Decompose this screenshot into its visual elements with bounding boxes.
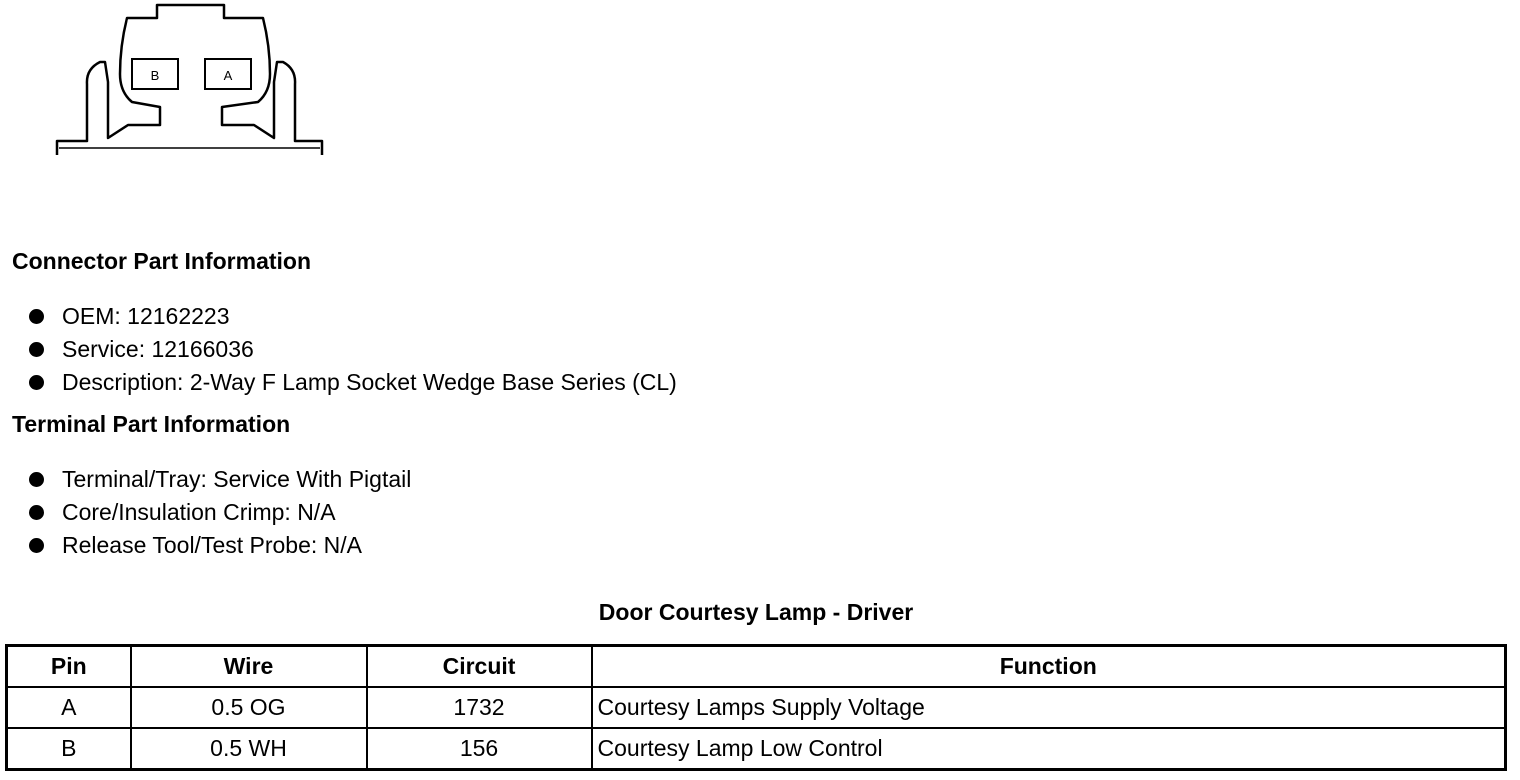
function-cell: Courtesy Lamps Supply Voltage — [592, 687, 1506, 728]
header-circuit: Circuit — [367, 646, 592, 688]
table-row — [7, 687, 1506, 728]
list-item — [28, 529, 411, 562]
connector-face-diagram — [0, 0, 340, 170]
bullet-icon — [29, 505, 44, 520]
oem-part-number: OEM: 12162223 — [62, 303, 230, 329]
connector-info-heading: Connector Part Information — [12, 248, 312, 274]
cavity-a-label: A — [223, 68, 233, 83]
list-item — [28, 463, 411, 496]
bullet-icon — [29, 538, 44, 553]
pin-cell: A — [7, 687, 131, 728]
connector-description: Description: 2-Way F Lamp Socket Wedge Base Series (CL) — [62, 369, 677, 395]
terminal-info-heading: Terminal Part Information — [12, 411, 291, 437]
header-wire: Wire — [131, 646, 367, 688]
terminal-tray-info: Terminal/Tray: Service With Pigtail — [62, 466, 412, 492]
table-row — [7, 728, 1506, 770]
header-function: Function — [592, 646, 1506, 688]
terminal-info-list — [28, 463, 411, 562]
pin-cell: B — [7, 728, 131, 770]
list-item — [28, 333, 677, 366]
list-item — [28, 366, 677, 399]
connector-info-list — [28, 300, 677, 399]
table-header-row — [7, 646, 1506, 688]
pin-table — [5, 644, 1507, 771]
header-pin: Pin — [7, 646, 131, 688]
bullet-icon — [29, 472, 44, 487]
service-part-number: Service: 12166036 — [62, 336, 254, 362]
wire-cell: 0.5 WH — [131, 728, 367, 770]
circuit-cell: 156 — [367, 728, 592, 770]
circuit-cell: 1732 — [367, 687, 592, 728]
function-cell: Courtesy Lamp Low Control — [592, 728, 1506, 770]
list-item — [28, 496, 411, 529]
wire-cell: 0.5 OG — [131, 687, 367, 728]
connector-housing-outline — [57, 5, 322, 155]
pin-table-title: Door Courtesy Lamp - Driver — [598, 599, 914, 625]
release-tool-info: Release Tool/Test Probe: N/A — [62, 532, 363, 558]
crimp-info: Core/Insulation Crimp: N/A — [62, 499, 336, 525]
bullet-icon — [29, 375, 44, 390]
bullet-icon — [29, 309, 44, 324]
bullet-icon — [29, 342, 44, 357]
cavity-b-label: B — [150, 68, 160, 83]
list-item — [28, 300, 677, 333]
